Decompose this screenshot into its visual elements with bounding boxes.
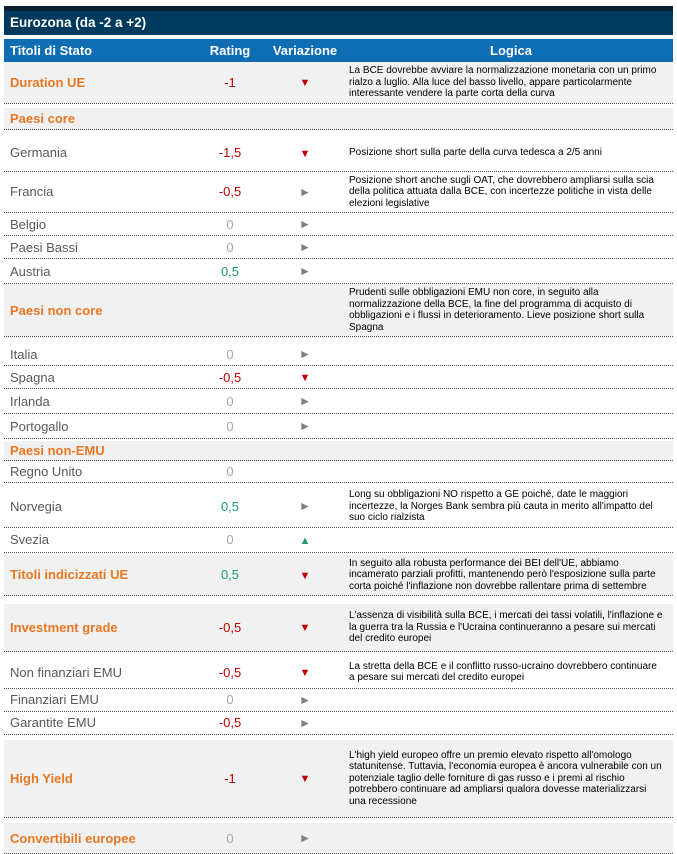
variation-down-icon: ▼ xyxy=(299,622,311,635)
variation-cell xyxy=(261,691,349,709)
rating-value: 0,5 xyxy=(220,263,240,279)
row-label: Belgio xyxy=(10,216,47,232)
logic-text: L'assenza di visibilità sulla BCE, i mercati dei tassi volatili, l'inflazione e la guerra tra la Russia e l'Ucraina continueranno a pesare sui mercati del credito europei xyxy=(349,610,663,644)
rating-value: -0,5 xyxy=(218,184,242,200)
column-header-titoli: Titoli di Stato xyxy=(10,43,93,58)
table-row xyxy=(4,657,673,689)
variation-cell xyxy=(261,829,349,847)
table-row xyxy=(4,366,673,389)
logic-text: La stretta della BCE e il conflitto russo-ucraino dovrebbero continuare a pesare sui mercati del credito europei xyxy=(349,660,657,683)
row-label: Italia xyxy=(10,346,38,362)
variation-flat-icon: ► xyxy=(299,264,311,278)
row-label: Investment grade xyxy=(10,619,118,635)
variation-cell xyxy=(261,714,349,732)
table-row xyxy=(4,528,673,553)
table-row xyxy=(4,441,673,461)
row-label: Regno Unito xyxy=(10,464,83,479)
table-row xyxy=(4,343,673,366)
rating-value: 0 xyxy=(226,692,234,707)
column-header-row xyxy=(4,39,673,62)
variation-cell xyxy=(261,769,349,787)
column-header-variazione: Variazione xyxy=(272,43,338,58)
table-title: Eurozona (da -2 a +2) xyxy=(4,6,673,35)
rating-value: 0 xyxy=(226,830,234,846)
variation-down-icon: ▼ xyxy=(299,147,311,160)
table-row xyxy=(4,689,673,712)
table-row xyxy=(4,62,673,104)
rating-value: -1,5 xyxy=(218,145,242,160)
rating-value: -0,5 xyxy=(218,715,242,730)
table-row xyxy=(4,414,673,439)
row-label: Paesi Bassi xyxy=(10,239,78,255)
rating-value: 0,5 xyxy=(220,498,240,514)
column-header-rating: Rating xyxy=(209,43,251,58)
row-label: Finanziari EMU xyxy=(10,692,99,707)
variation-flat-icon: ► xyxy=(299,240,311,254)
rating-value: 0 xyxy=(226,216,234,232)
variation-down-icon: ▼ xyxy=(299,667,311,679)
logic-text: In seguito alla robusta performance dei BEI dell'UE, abbiamo incamerato parziali profitti, mantenendo però l'esposizione sulla parte corta poiché l'inflazione non dovrebbe rallentare prima di settembre xyxy=(349,557,656,592)
table-row xyxy=(4,461,673,483)
rating-value: 0 xyxy=(226,418,234,434)
variation-down-icon: ▼ xyxy=(299,569,311,582)
rating-value: -0,5 xyxy=(218,619,242,635)
variation-flat-icon: ► xyxy=(299,394,311,408)
row-label: Non finanziari EMU xyxy=(10,664,122,680)
variation-flat-icon: ► xyxy=(299,184,311,199)
rating-value: 0,5 xyxy=(220,567,240,583)
rating-value: -1 xyxy=(224,770,236,786)
logic-text: Long su obbligazioni NO rispetto a GE poiché, date le maggiori incertezze, la Norges Bank sembra più cauta in merito all'impatto del suo ciclo rialzista xyxy=(349,489,653,523)
rating-value: 0 xyxy=(226,464,234,479)
variation-cell xyxy=(261,262,349,280)
row-label: High Yield xyxy=(10,770,73,786)
variation-flat-icon: ► xyxy=(299,347,311,361)
variation-down-icon: ▼ xyxy=(299,773,311,786)
row-label: Titoli indicizzati UE xyxy=(10,567,129,583)
row-label: Germania xyxy=(10,145,68,160)
table-row xyxy=(4,213,673,236)
table-row xyxy=(4,604,673,652)
row-label: Duration UE xyxy=(10,74,86,90)
variation-cell xyxy=(261,663,349,681)
rating-value: -0,5 xyxy=(218,369,242,385)
variation-flat-icon: ► xyxy=(299,692,311,707)
row-label: Norvegia xyxy=(10,498,63,514)
variation-cell xyxy=(261,566,349,584)
row-label: Francia xyxy=(10,184,54,200)
table-row xyxy=(4,823,673,854)
table-row xyxy=(4,236,673,259)
logic-text: Posizione short sulla parte della curva tedesca a 2/5 anni xyxy=(349,146,602,158)
rating-value: 0 xyxy=(226,532,234,547)
variation-flat-icon: ► xyxy=(299,419,311,433)
logic-text: Posizione short anche sugli OAT, che dovrebbero ampliarsi sulla scia della politica attuata dalla BCE, con incertezze politiche in vista delle elezioni legislative xyxy=(349,174,654,209)
table-row xyxy=(4,389,673,414)
table-row xyxy=(4,555,673,597)
rating-value: 0 xyxy=(226,239,234,255)
table-row xyxy=(4,284,673,337)
variation-cell xyxy=(261,144,349,162)
column-header-logica: Logica xyxy=(490,43,532,58)
table-row xyxy=(4,172,673,214)
table-row xyxy=(4,740,673,819)
variation-cell xyxy=(261,497,349,515)
row-label: Svezia xyxy=(10,532,50,547)
variation-cell xyxy=(261,618,349,636)
variation-cell xyxy=(261,215,349,233)
variation-cell xyxy=(261,183,349,201)
table-row xyxy=(4,108,673,130)
logic-text: Prudenti sulle obbligazioni EMU non core, in seguito alla normalizzazione della BCE, la fine del programma di acquisto di obbligazioni e i flussi in deterioramento. Lieve posizione short sulla Spagna xyxy=(349,287,645,333)
variation-cell xyxy=(261,531,349,549)
variation-cell xyxy=(261,345,349,363)
table-row xyxy=(4,259,673,284)
variation-down-icon: ▼ xyxy=(299,372,311,384)
row-label: Irlanda xyxy=(10,393,50,409)
variation-cell xyxy=(261,238,349,256)
rating-value: -1 xyxy=(224,74,236,90)
table-row xyxy=(4,135,673,172)
variation-cell xyxy=(261,73,349,91)
logic-text: L'high yield europeo offre un premio elevato rispetto all'omologo statunitense. Tuttavia, l'economia europea è ancora vulnerabile con un potenziale taglio delle forniture di gas russo e i premi al rischio potrebbero continuare ad ampliarsi qualora dovesse materializzarsi una recessione xyxy=(349,749,662,807)
row-label: Spagna xyxy=(10,369,55,385)
variation-flat-icon: ► xyxy=(299,831,311,845)
variation-flat-icon: ► xyxy=(299,715,311,730)
rating-value: -0,5 xyxy=(218,664,242,680)
variation-cell xyxy=(261,417,349,435)
variation-flat-icon: ► xyxy=(299,217,311,231)
row-label: Paesi non-EMU xyxy=(10,443,105,458)
table-row xyxy=(4,712,673,735)
logic-text: La BCE dovrebbe avviare la normalizzazione monetaria con un primo rialzo a luglio. Alla luce del basso livello, appare particolarmente interessante vendere la parte corta della curva xyxy=(349,65,657,99)
rating-value: 0 xyxy=(226,346,234,362)
rating-value: 0 xyxy=(226,393,234,409)
row-label: Austria xyxy=(10,263,51,279)
variation-cell xyxy=(261,368,349,386)
row-label: Paesi non core xyxy=(10,302,103,318)
row-label: Convertibili europee xyxy=(10,830,136,846)
table-body xyxy=(4,62,673,854)
table-row xyxy=(4,486,673,528)
row-label: Paesi core xyxy=(10,110,76,126)
variation-up-icon: ▲ xyxy=(299,534,311,547)
variation-cell xyxy=(261,392,349,410)
row-label: Garantite EMU xyxy=(10,715,96,730)
variation-down-icon: ▼ xyxy=(299,77,311,90)
row-label: Portogallo xyxy=(10,418,69,434)
ratings-table xyxy=(4,6,673,854)
variation-flat-icon: ► xyxy=(299,499,311,514)
